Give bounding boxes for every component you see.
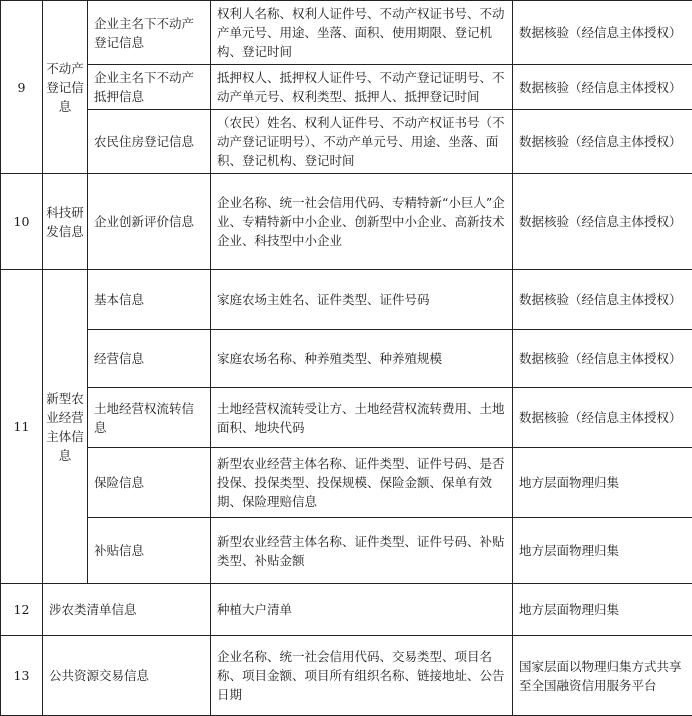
subcategory-cell: 农民住房登记信息 xyxy=(88,110,211,174)
data-items-cell: 企业名称、统一社会信用代码、交易类型、项目名称、项目金额、项目所有组织名称、链接地址、公告日期 xyxy=(211,636,513,716)
method-cell: 数据核验（经信息主体授权） xyxy=(513,330,692,388)
category-cell: 不动产登记信息 xyxy=(43,1,88,174)
table-row xyxy=(1,448,692,518)
subcategory-cell: 保险信息 xyxy=(88,448,211,518)
row-number: 9 xyxy=(1,1,43,174)
subcategory-cell: 基本信息 xyxy=(88,270,211,330)
table-row xyxy=(1,518,692,584)
data-items-cell: 新型农业经营主体名称、证件类型、证件号码、补贴类型、补贴金额 xyxy=(211,518,513,584)
table-row xyxy=(1,174,692,270)
category-cell: 公共资源交易信息 xyxy=(43,636,211,716)
subcategory-cell: 企业主名下不动产登记信息 xyxy=(88,1,211,65)
method-cell: 地方层面物理归集 xyxy=(513,584,692,636)
method-cell: 数据核验（经信息主体授权） xyxy=(513,388,692,448)
table-row xyxy=(1,110,692,174)
method-cell: 数据核验（经信息主体授权） xyxy=(513,174,692,270)
data-items-cell: 家庭农场主姓名、证件类型、证件号码 xyxy=(211,270,513,330)
row-number: 12 xyxy=(1,584,43,636)
data-items-cell: 种植大户清单 xyxy=(211,584,513,636)
category-cell: 科技研发信息 xyxy=(43,174,88,270)
method-cell: 数据核验（经信息主体授权） xyxy=(513,65,692,110)
data-items-cell: 抵押权人、抵押权人证件号、不动产登记证明号、不动产单元号、权利类型、抵押人、抵押登记时间 xyxy=(211,65,513,110)
method-cell: 数据核验（经信息主体授权） xyxy=(513,110,692,174)
table-row xyxy=(1,1,692,65)
method-cell: 数据核验（经信息主体授权） xyxy=(513,1,692,65)
data-items-cell: 权利人名称、权利人证件号、不动产权证书号、不动产单元号、用途、坐落、面积、使用期限、登记机构、登记时间 xyxy=(211,1,513,65)
table-row xyxy=(1,270,692,330)
category-cell: 涉农类清单信息 xyxy=(43,584,211,636)
subcategory-cell: 土地经营权流转信息 xyxy=(88,388,211,448)
subcategory-cell: 企业主名下不动产抵押信息 xyxy=(88,65,211,110)
subcategory-cell: 补贴信息 xyxy=(88,518,211,584)
table-row xyxy=(1,388,692,448)
method-cell: 国家层面以物理归集方式共享至全国融资信用服务平台 xyxy=(513,636,692,716)
data-items-cell: 企业名称、统一社会信用代码、专精特新“小巨人”企业、专精特新中小企业、创新型中小企业、高新技术企业、科技型中小企业 xyxy=(211,174,513,270)
subcategory-cell: 经营信息 xyxy=(88,330,211,388)
subcategory-cell: 企业创新评价信息 xyxy=(88,174,211,270)
table-row xyxy=(1,65,692,110)
category-cell: 新型农业经营主体信息 xyxy=(43,270,88,584)
data-items-cell: 新型农业经营主体名称、证件类型、证件号码、是否投保、投保类型、投保规模、保险金额、保单有效期、保险理赔信息 xyxy=(211,448,513,518)
method-cell: 地方层面物理归集 xyxy=(513,518,692,584)
row-number: 11 xyxy=(1,270,43,584)
row-number: 10 xyxy=(1,174,43,270)
table-row xyxy=(1,330,692,388)
row-number: 13 xyxy=(1,636,43,716)
data-items-cell: 土地经营权流转受让方、土地经营权流转费用、土地面积、地块代码 xyxy=(211,388,513,448)
data-items-cell: 家庭农场名称、种养殖类型、种养殖规模 xyxy=(211,330,513,388)
method-cell: 数据核验（经信息主体授权） xyxy=(513,270,692,330)
table-row xyxy=(1,584,692,636)
method-cell: 地方层面物理归集 xyxy=(513,448,692,518)
data-items-cell: （农民）姓名、权利人证件号、不动产权证书号（不动产登记证明号）、不动产单元号、用途、坐落、面积、登记机构、登记时间 xyxy=(211,110,513,174)
